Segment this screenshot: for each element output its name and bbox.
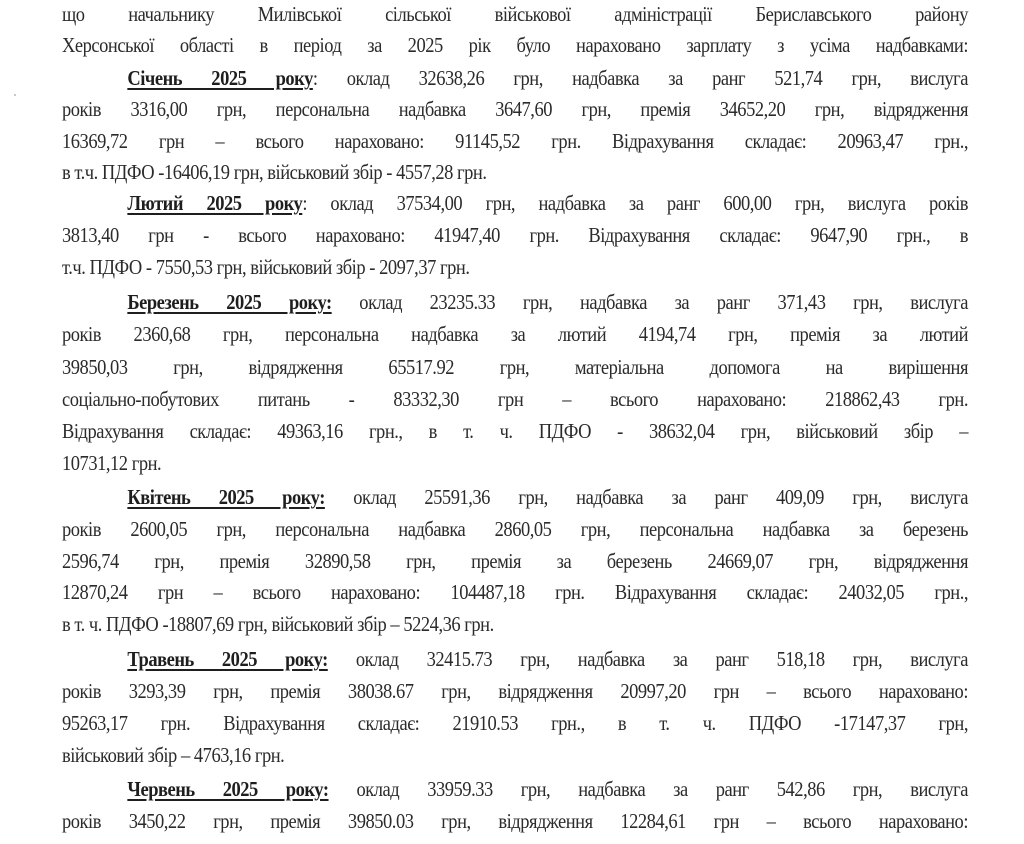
section-april-line-5: в т. ч. ПДФО -18807,69 грн, військовий збір – 5224,36 грн.	[62, 612, 494, 636]
month-heading-june: Червень 2025 року:	[127, 777, 329, 801]
month-heading-march: Березень 2025 року:	[127, 290, 332, 314]
section-april-line-4: 12870,24 грн – всього нараховано: 104487,18 грн. Відрахування складає: 24032,05 грн.,	[62, 580, 968, 604]
section-january-line-3: 16369,72 грн – всього нараховано: 91145,52 грн. Відрахування складає: 20963,47 грн.,	[62, 129, 968, 153]
section-march-line-1	[62, 288, 968, 316]
section-march-line-6: 10731,12 грн.	[62, 451, 162, 475]
section-june-line-1	[62, 775, 968, 803]
section-march-line-2: років 2360,68 грн, персональна надбавка за лютий 4194,74 грн, премія за лютий	[62, 322, 968, 346]
april-text-1: оклад 25591,36 грн, надбавка за ранг 409,09 грн, вислуга	[324, 485, 968, 509]
section-march-line-5: Відрахування складає: 49363,16 грн., в т. ч. ПДФО - 38632,04 грн, військовий збір –	[62, 419, 968, 443]
section-may-line-3: 95263,17 грн. Відрахування складає: 21910.53 грн., в т. ч. ПДФО -17147,37 грн,	[62, 711, 968, 735]
month-heading-february: Лютий 2025 року	[127, 191, 303, 215]
section-may-line-4: військовий збір – 4763,16 грн.	[62, 743, 285, 767]
february-text-1: : оклад 37534,00 грн, надбавка за ранг 600,00 грн, вислуга років	[302, 191, 968, 215]
section-april-line-2: років 2600,05 грн, персональна надбавка 2860,05 грн, персональна надбавка за березень	[62, 517, 968, 541]
scan-speck	[14, 94, 16, 96]
section-february-line-1	[62, 189, 968, 217]
section-february-line-2: 3813,40 грн - всього нараховано: 41947,40 грн. Відрахування складає: 9647,90 грн., в	[62, 223, 968, 247]
intro-line-2: Херсонської області в період за 2025 рік було нараховано зарплату з усіма надбавками:	[62, 33, 968, 57]
section-may-line-2: років 3293,39 грн, премія 38038.67 грн, відрядження 20997,20 грн – всього нараховано:	[62, 679, 968, 703]
section-april-line-3: 2596,74 грн, премія 32890,58 грн, премія за березень 24669,07 грн, відрядження	[62, 549, 968, 573]
section-january-line-4: в т.ч. ПДФО -16406,19 грн, військовий збір - 4557,28 грн.	[62, 160, 487, 184]
section-march-line-4: соціально-побутових питань - 83332,30 грн – всього нараховано: 218862,43 грн.	[62, 387, 968, 411]
intro-line-1: що начальнику Милівської сільської військової адміністрації Бериславського району	[62, 2, 968, 26]
section-june-line-2: років 3450,22 грн, премія 39850.03 грн, відрядження 12284,61 грн – всього нараховано:	[62, 809, 968, 833]
section-march-line-3: 39850,03 грн, відрядження 65517.92 грн, матеріальна допомога на вирішення	[62, 355, 968, 379]
january-text-1: : оклад 32638,26 грн, надбавка за ранг 521,74 грн, вислуга	[312, 66, 968, 90]
march-text-1: оклад 23235.33 грн, надбавка за ранг 371,43 грн, вислуга	[331, 290, 968, 314]
month-heading-april: Квітень 2025 року:	[127, 485, 325, 509]
section-april-line-1	[62, 483, 968, 511]
june-text-1: оклад 33959.33 грн, надбавка за ранг 542,86 грн, вислуга	[328, 777, 968, 801]
section-january-line-2: років 3316,00 грн, персональна надбавка 3647,60 грн, премія 34652,20 грн, відрядження	[62, 97, 968, 121]
section-january-line-1	[62, 64, 968, 92]
month-heading-january: Січень 2025 року	[127, 66, 313, 90]
section-february-line-3: т.ч. ПДФО - 7550,53 грн, військовий збір - 2097,37 грн.	[62, 255, 470, 279]
section-may-line-1	[62, 645, 968, 673]
month-heading-may: Травень 2025 року:	[127, 647, 328, 671]
may-text-1: оклад 32415.73 грн, надбавка за ранг 518,18 грн, вислуга	[327, 647, 968, 671]
